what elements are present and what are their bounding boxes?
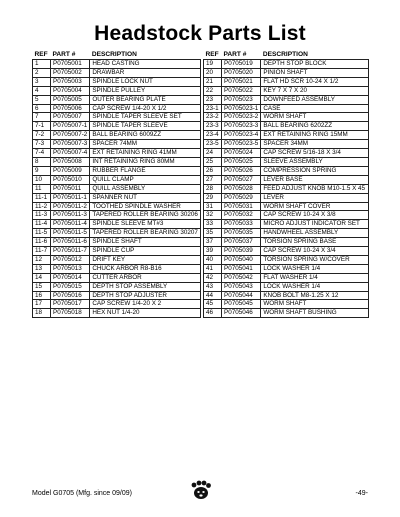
ref-cell: 41 [204,264,222,273]
part-number-cell: P0705043 [222,282,261,291]
table-row [204,113,369,122]
ref-cell: 16 [33,291,51,300]
table-row [33,68,201,77]
description-cell: BALL BEARING 6202ZZ [261,122,369,131]
description-cell: DEPTH STOP ADJUSTER [90,291,201,300]
ref-cell: 11-4 [33,220,51,229]
part-number-cell: P0705044 [222,291,261,300]
part-number-cell: P0705032 [222,211,261,220]
table-row [33,211,201,220]
description-cell: LOCK WASHER 1/4 [261,282,369,291]
ref-cell: 18 [33,309,51,318]
part-number-cell: P0705020 [222,68,261,77]
table-header-row [204,49,369,60]
table-row [204,122,369,131]
ref-cell: 9 [33,166,51,175]
table-row [204,291,369,300]
description-cell: QUILL CLAMP [90,175,201,184]
table-row [33,220,201,229]
part-number-cell: P0705001 [51,60,90,69]
ref-cell: 35 [204,229,222,238]
ref-cell: 15 [33,282,51,291]
table-row [33,149,201,158]
part-number-cell: P0705014 [51,273,90,282]
table-row [33,229,201,238]
ref-cell: 40 [204,255,222,264]
table-row [33,202,201,211]
description-cell: OUTER BEARING PLATE [90,95,201,104]
part-number-cell: P0705010 [51,175,90,184]
description-column-header: DESCRIPTION [91,50,137,58]
ref-cell: 11-5 [33,229,51,238]
description-cell: SPINDLE SLEEVE MT#3 [90,220,201,229]
table-row [204,282,369,291]
description-cell: KNOB BOLT M8-1.25 X 12 [261,291,369,300]
table-row [33,291,201,300]
table-row [33,86,201,95]
part-number-cell: P0705023-5 [222,140,261,149]
table-row [204,86,369,95]
table-row [204,238,369,247]
description-cell: FLAT HD SCR 10-24 X 1/2 [261,77,369,86]
parts-table-right [203,49,369,318]
ref-cell: 21 [204,77,222,86]
table-row [204,60,369,69]
ref-cell: 37 [204,238,222,247]
ref-cell: 45 [204,300,222,309]
table-row [204,157,369,166]
description-cell: SPINDLE TAPER SLEEVE SET [90,113,201,122]
table-row [204,309,369,318]
description-cell: SPINDLE TAPER SLEEVE [90,122,201,131]
ref-cell: 7 [33,113,51,122]
table-row [204,300,369,309]
ref-cell: 32 [204,211,222,220]
part-number-cell: P0705045 [222,300,261,309]
description-cell: WORM SHAFT COVER [261,202,369,211]
ref-cell: 7-4 [33,149,51,158]
ref-cell: 1 [33,60,51,69]
part-number-cell: P0705035 [222,229,261,238]
part-number-cell: P0705029 [222,193,261,202]
part-number-cell: P0705019 [222,60,261,69]
description-cell: SPINDLE PULLEY [90,86,201,95]
ref-cell: 27 [204,175,222,184]
description-cell: CAP SCREW 1/4-20 X 2 [90,300,201,309]
table-row [204,68,369,77]
ref-cell: 11-1 [33,193,51,202]
ref-cell: 2 [33,68,51,77]
ref-cell: 8 [33,157,51,166]
ref-cell: 23-4 [204,131,222,140]
description-cell: HEX NUT 1/4-20 [90,309,201,318]
description-cell: LEVER [261,193,369,202]
ref-cell: 26 [204,166,222,175]
description-cell: SPACER 34MM [261,140,369,149]
description-cell: SPINDLE LOCK NUT [90,77,201,86]
ref-cell: 43 [204,282,222,291]
ref-cell: 23-5 [204,140,222,149]
ref-cell: 10 [33,175,51,184]
part-number-cell: P0705012 [51,255,90,264]
ref-cell: 24 [204,149,222,158]
part-number-cell: P0705033 [222,220,261,229]
description-cell: PINION SHAFT [261,68,369,77]
description-cell: CASE [261,104,369,113]
description-cell: SPINDLE SHAFT [90,238,201,247]
part-column-header: PART # [223,50,247,58]
ref-cell: 11-2 [33,202,51,211]
part-number-cell: P0705009 [51,166,90,175]
part-number-cell: P0705027 [222,175,261,184]
ref-cell: 11-6 [33,238,51,247]
ref-cell: 7-2 [33,131,51,140]
description-cell: CHUCK ARBOR R8-B16 [90,264,201,273]
table-row [33,157,201,166]
part-number-cell: P0705005 [51,95,90,104]
description-cell: FLAT WASHER 1/4 [261,273,369,282]
ref-cell: 5 [33,95,51,104]
table-row [204,131,369,140]
description-cell: SPANNER NUT [90,193,201,202]
part-number-cell: P0705011-2 [51,202,90,211]
ref-cell: 31 [204,202,222,211]
part-number-cell: P0705011-3 [51,211,90,220]
part-number-cell: P0705039 [222,247,261,256]
description-cell: SLEEVE ASSEMBLY [261,157,369,166]
table-row [204,193,369,202]
part-number-cell: P0705011-7 [51,247,90,256]
ref-cell: 6 [33,104,51,113]
table-row [33,95,201,104]
table-row [204,229,369,238]
description-cell: INT RETAINING RING 80MM [90,157,201,166]
ref-cell: 11 [33,184,51,193]
part-number-cell: P0705023-2 [222,113,261,122]
description-cell: CAP SCREW 10-24 X 3/8 [261,211,369,220]
part-number-cell: P0705023-3 [222,122,261,131]
part-number-cell: P0705011-6 [51,238,90,247]
ref-cell: 46 [204,309,222,318]
description-cell: DEPTH STOP ASSEMBLY [90,282,201,291]
part-number-cell: P0705023-4 [222,131,261,140]
ref-cell: 7-3 [33,140,51,149]
parts-table-left [32,49,201,318]
table-row [33,113,201,122]
ref-cell: 3 [33,77,51,86]
table-row [33,282,201,291]
ref-cell: 39 [204,247,222,256]
table-row [33,184,201,193]
description-cell: CAP SCREW 5/16-18 X 3/4 [261,149,369,158]
table-row [33,131,201,140]
description-cell: FEED ADJUST KNOB M10-1.5 X 45 [261,184,369,193]
table-row [204,247,369,256]
part-number-cell: P0705011-5 [51,229,90,238]
description-cell: WORM SHAFT [261,300,369,309]
table-row [33,300,201,309]
ref-cell: 23-2 [204,113,222,122]
description-cell: DOWNFEED ASSEMBLY [261,95,369,104]
part-number-cell: P0705046 [222,309,261,318]
ref-cell: 28 [204,184,222,193]
part-number-cell: P0705022 [222,86,261,95]
description-cell: CUTTER ARBOR [90,273,201,282]
description-cell: DRIFT KEY [90,255,201,264]
description-cell: QUILL ASSEMBLY [90,184,201,193]
part-number-cell: P0705007-1 [51,122,90,131]
table-row [33,273,201,282]
table-row [204,175,369,184]
part-number-cell: P0705023 [222,95,261,104]
description-cell: CAP SCREW 1/4-20 X 1/2 [90,104,201,113]
description-cell: HANDWHEEL ASSEMBLY [261,229,369,238]
part-number-cell: P0705023-1 [222,104,261,113]
table-row [33,60,201,69]
ref-cell: 14 [33,273,51,282]
part-number-cell: P0705031 [222,202,261,211]
table-row [204,95,369,104]
part-number-cell: P0705006 [51,104,90,113]
description-cell: DRAWBAR [90,68,201,77]
table-row [33,77,201,86]
part-number-cell: P0705004 [51,86,90,95]
part-number-cell: P0705026 [222,166,261,175]
description-cell: SPINDLE CUP [90,247,201,256]
description-cell: RUBBER FLANGE [90,166,201,175]
table-row [33,255,201,264]
table-row [204,104,369,113]
ref-cell: 11-7 [33,247,51,256]
table-row [204,273,369,282]
ref-cell: 17 [33,300,51,309]
part-number-cell: P0705037 [222,238,261,247]
footer-page-number: -49- [355,490,368,497]
description-cell: SPACER 74MM [90,140,201,149]
part-number-cell: P0705011-1 [51,193,90,202]
description-cell: LEVER BASE [261,175,369,184]
table-row [33,175,201,184]
table-row [204,140,369,149]
ref-cell: 25 [204,157,222,166]
ref-cell: 20 [204,68,222,77]
table-row [33,264,201,273]
table-row [204,77,369,86]
description-cell: TORSION SPRING W/COVER [261,255,369,264]
parts-table [203,49,369,318]
description-cell: TAPERED ROLLER BEARING 30206 [90,211,201,220]
ref-cell: 12 [33,255,51,264]
footer-model: Model G0705 (Mfg. since 09/09) [32,490,132,497]
part-number-cell: P0705024 [222,149,261,158]
table-row [204,220,369,229]
part-number-cell: P0705017 [51,300,90,309]
ref-cell: 22 [204,86,222,95]
table-row [204,166,369,175]
table-row [33,140,201,149]
ref-cell: 42 [204,273,222,282]
description-cell: LOCK WASHER 1/4 [261,264,369,273]
page-title: Headstock Parts List [94,22,306,45]
description-cell: EXT RETAINING RING 15MM [261,131,369,140]
part-number-cell: P0705003 [51,77,90,86]
table-row [204,255,369,264]
description-cell: HEAD CASTING [90,60,201,69]
table-row [204,184,369,193]
part-number-cell: P0705040 [222,255,261,264]
table-row [33,122,201,131]
part-number-cell: P0705042 [222,273,261,282]
description-cell: CAP SCREW 10-24 X 3/4 [261,247,369,256]
part-number-cell: P0705002 [51,68,90,77]
part-number-cell: P0705021 [222,77,261,86]
bear-paw-icon [190,480,212,500]
part-number-cell: P0705008 [51,157,90,166]
table-row [204,149,369,158]
ref-cell: 44 [204,291,222,300]
table-row [33,166,201,175]
part-number-cell: P0705007-2 [51,131,90,140]
description-cell: DEPTH STOP BLOCK [261,60,369,69]
parts-table [32,49,201,318]
ref-cell: 7-1 [33,122,51,131]
description-cell: WORM SHAFT [261,113,369,122]
ref-cell: 23-1 [204,104,222,113]
part-number-cell: P0705025 [222,157,261,166]
description-cell: KEY 7 X 7 X 20 [261,86,369,95]
ref-cell: 23 [204,95,222,104]
table-row [33,193,201,202]
description-cell: COMPRESSION SPRING [261,166,369,175]
table-row [204,264,369,273]
part-number-cell: P0705011 [51,184,90,193]
ref-cell: 23-3 [204,122,222,131]
table-row [33,238,201,247]
part-number-cell: P0705018 [51,309,90,318]
ref-cell: 33 [204,220,222,229]
table-row [33,247,201,256]
table-header-row [33,49,201,60]
ref-cell: 11-3 [33,211,51,220]
part-column-header: PART # [52,50,76,58]
part-number-cell: P0705007-3 [51,140,90,149]
description-cell: TAPERED ROLLER BEARING 30207 [90,229,201,238]
description-cell: TORSION SPRING BASE [261,238,369,247]
description-column-header: DESCRIPTION [262,50,308,58]
part-number-cell: P0705013 [51,264,90,273]
table-row [204,202,369,211]
table-row [204,211,369,220]
description-cell: MICRO ADJUST INDICATOR SET [261,220,369,229]
description-cell: EXT RETAINING RING 41MM [90,149,201,158]
part-number-cell: P0705016 [51,291,90,300]
part-number-cell: P0705028 [222,184,261,193]
ref-column-header: REF [205,50,219,58]
part-number-cell: P0705015 [51,282,90,291]
part-number-cell: P0705007 [51,113,90,122]
part-number-cell: P0705041 [222,264,261,273]
ref-cell: 19 [204,60,222,69]
parts-table-body [204,60,369,318]
table-row [33,104,201,113]
ref-cell: 13 [33,264,51,273]
description-cell: BALL BEARING 6009ZZ [90,131,201,140]
ref-cell: 4 [33,86,51,95]
description-cell: WORM SHAFT BUSHING [261,309,369,318]
table-row [33,309,201,318]
ref-column-header: REF [34,50,48,58]
part-number-cell: P0705011-4 [51,220,90,229]
description-cell: TOOTHED SPINDLE WASHER [90,202,201,211]
part-number-cell: P0705007-4 [51,149,90,158]
parts-table-body [33,60,201,318]
ref-cell: 29 [204,193,222,202]
